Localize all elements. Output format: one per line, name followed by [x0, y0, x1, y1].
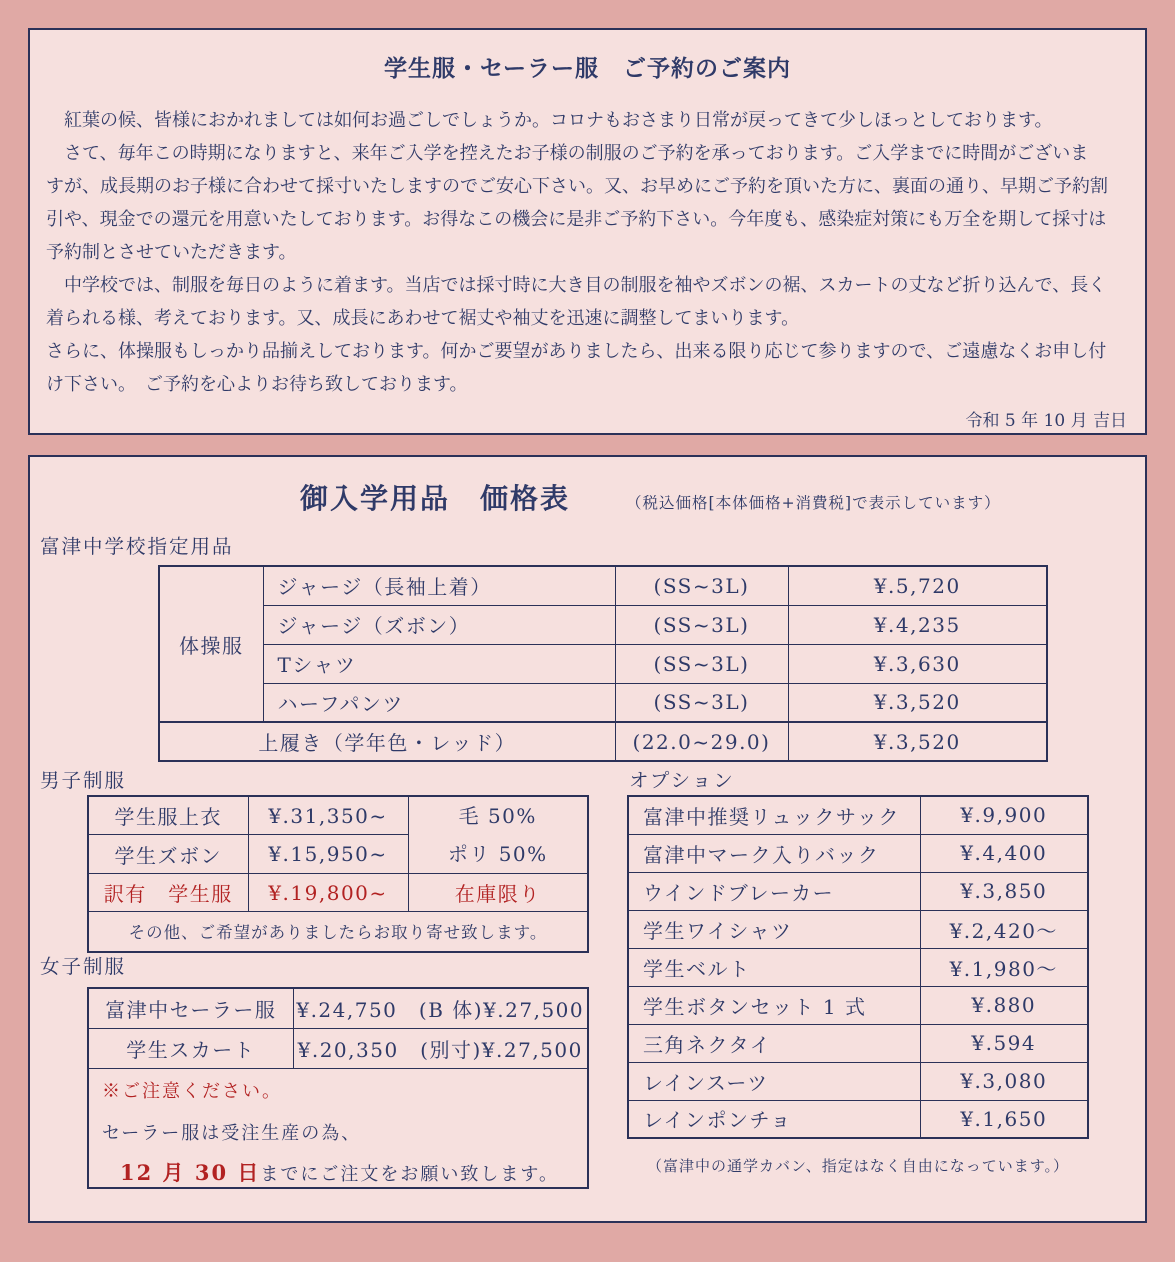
table-row [159, 605, 1047, 644]
letter-line: 中学校では、制服を毎日のように着ます。当店では採寸時に大き目の制服を袖やズボンの裾、スカートの丈など折り込んで、長く [46, 275, 1107, 296]
table-row [159, 683, 1047, 722]
table-row [88, 796, 588, 835]
table-row [628, 796, 1088, 834]
table-row [628, 1100, 1088, 1138]
price-sheet-panel [28, 455, 1147, 1223]
table-row [88, 988, 588, 1028]
gym-size: (SS~3L) [615, 683, 788, 722]
boys-uniform-label: 男子制服 [40, 769, 127, 792]
options-table [627, 795, 1089, 1139]
letter-date: 令和 5 年 10 月 吉日 [965, 411, 1127, 431]
girls-price: ¥.20,350 (別寸)¥.27,500 [293, 1028, 588, 1068]
letter-line: け下さい。 ご予約を心よりお待ち致しております。 [46, 374, 468, 395]
notice-text: セーラー服は受注生産の為、 [102, 1122, 362, 1144]
notice-deadline-line [102, 1157, 587, 1187]
announcement-letter-panel [28, 28, 1147, 435]
option-item: 富津中マーク入りバック [628, 834, 920, 872]
table-row [88, 1068, 588, 1188]
option-price: ¥.880 [920, 986, 1088, 1024]
boys-footer-note: その他、ご希望がありましたらお取り寄せ致します。 [88, 912, 588, 952]
notice-deadline-text: までにご注文をお願い致します。 [260, 1163, 559, 1185]
option-item: 学生ベルト [628, 948, 920, 986]
gym-price: ¥.3,520 [788, 683, 1047, 722]
table-row [159, 722, 1047, 761]
gym-size: (SS~3L) [615, 605, 788, 644]
table-row [628, 986, 1088, 1024]
boys-outlet-price: ¥.19,800~ [248, 874, 408, 912]
girls-item: 富津中セーラー服 [88, 988, 293, 1028]
option-item: ウインドブレーカー [628, 872, 920, 910]
table-row [628, 872, 1088, 910]
designated-items-label: 富津中学校指定用品 [40, 535, 234, 558]
letter-line: さて、毎年この時期になりますと、来年ご入学を控えたお子様の制服のご予約を承っております。ご入学までに時間がございま [46, 143, 1089, 164]
material-line: 毛 50% [458, 804, 537, 828]
table-row [628, 948, 1088, 986]
gym-price: ¥.3,630 [788, 644, 1047, 683]
letter-line: すが、成長期のお子様に合わせて採寸いたしますのでご安心下さい。又、お早めにご予約を頂いた方に、裏面の通り、早期ご予約割 [46, 176, 1108, 197]
girls-uniform-table [87, 987, 589, 1189]
material-line: ポリ 50% [447, 842, 548, 866]
gym-size: (SS~3L) [615, 644, 788, 683]
boys-item: 学生ズボン [88, 835, 248, 874]
girls-item: 学生スカート [88, 1028, 293, 1068]
boys-uniform-table [87, 795, 589, 953]
table-row [159, 644, 1047, 683]
table-row [628, 834, 1088, 872]
option-price: ¥.2,420～ [920, 910, 1088, 948]
price-sheet-title: 御入学用品 価格表 [300, 482, 571, 515]
letter-line: 紅葉の候、皆様におかれましては如何お過ごしでしょうか。コロナもおさまり日常が戻ってきて少しほっとしております。 [46, 110, 1053, 131]
gym-item: ジャージ（長袖上着） [263, 566, 615, 605]
boys-material-cell [408, 796, 588, 874]
option-price: ¥.3,850 [920, 872, 1088, 910]
girls-price: ¥.24,750 (B 体)¥.27,500 [293, 988, 588, 1028]
shoes-size: (22.0~29.0) [615, 722, 788, 761]
option-price: ¥.3,080 [920, 1062, 1088, 1100]
letter-line: 着られる様、考えております。又、成長にあわせて裾丈や袖丈を迅速に調整してまいります。 [46, 308, 800, 329]
option-item: 三角ネクタイ [628, 1024, 920, 1062]
options-label: オプション [629, 769, 735, 792]
price-sheet-title-row [300, 477, 1001, 517]
gym-uniform-table [158, 565, 1048, 762]
boys-outlet-item: 訳有 学生服 [88, 874, 248, 912]
table-row [628, 910, 1088, 948]
options-footnote: （富津中の通学カバン、指定はなく自由になっています。） [646, 1157, 1070, 1175]
option-price: ¥.594 [920, 1024, 1088, 1062]
letter-body [46, 104, 1131, 401]
option-item: 富津中推奨リュックサック [628, 796, 920, 834]
table-row [159, 566, 1047, 605]
option-item: レインスーツ [628, 1062, 920, 1100]
option-price: ¥.1,650 [920, 1100, 1088, 1138]
gym-group-cell: 体操服 [159, 566, 263, 722]
gym-size: (SS~3L) [615, 566, 788, 605]
boys-item: 学生服上衣 [88, 796, 248, 835]
price-sheet-subtitle: （税込価格[本体価格+消費税]で表示しています） [626, 494, 1001, 512]
option-price: ¥.9,900 [920, 796, 1088, 834]
table-row [628, 1062, 1088, 1100]
boys-price: ¥.15,950~ [248, 835, 408, 874]
boys-outlet-note: 在庫限り [408, 874, 588, 912]
table-row [88, 912, 588, 952]
letter-line: 予約制とさせていただきます。 [46, 242, 297, 263]
order-notice-cell [88, 1068, 588, 1188]
girls-uniform-label: 女子制服 [40, 955, 127, 978]
gym-item: ハーフパンツ [263, 683, 615, 722]
option-item: 学生ワイシャツ [628, 910, 920, 948]
letter-title: 学生服・セーラー服 ご予約のご案内 [383, 56, 792, 82]
option-item: レインポンチョ [628, 1100, 920, 1138]
option-price: ¥.4,400 [920, 834, 1088, 872]
boys-price: ¥.31,350~ [248, 796, 408, 835]
notice-heading: ※ご注意ください。 [102, 1080, 282, 1102]
table-row [88, 874, 588, 912]
shoes-price: ¥.3,520 [788, 722, 1047, 761]
letter-line: さらに、体操服もしっかり品揃えしております。何かご要望がありましたら、出来る限り応じて参りますので、ご遠慮なくお申し付 [46, 341, 1107, 362]
option-item: 学生ボタンセット 1 式 [628, 986, 920, 1024]
gym-price: ¥.4,235 [788, 605, 1047, 644]
table-row [88, 1028, 588, 1068]
table-row [628, 1024, 1088, 1062]
gym-item: ジャージ（ズボン） [263, 605, 615, 644]
gym-price: ¥.5,720 [788, 566, 1047, 605]
gym-item: Tシャツ [263, 644, 615, 683]
option-price: ¥.1,980～ [920, 948, 1088, 986]
notice-deadline-date: 12 月 30 日 [120, 1159, 261, 1185]
letter-line: 引や、現金での還元を用意いたしております。お得なこの機会に是非ご予約下さい。今年度も、感染症対策にも万全を期して採寸は [46, 209, 1107, 230]
shoes-item: 上履き（学年色・レッド） [159, 722, 615, 761]
